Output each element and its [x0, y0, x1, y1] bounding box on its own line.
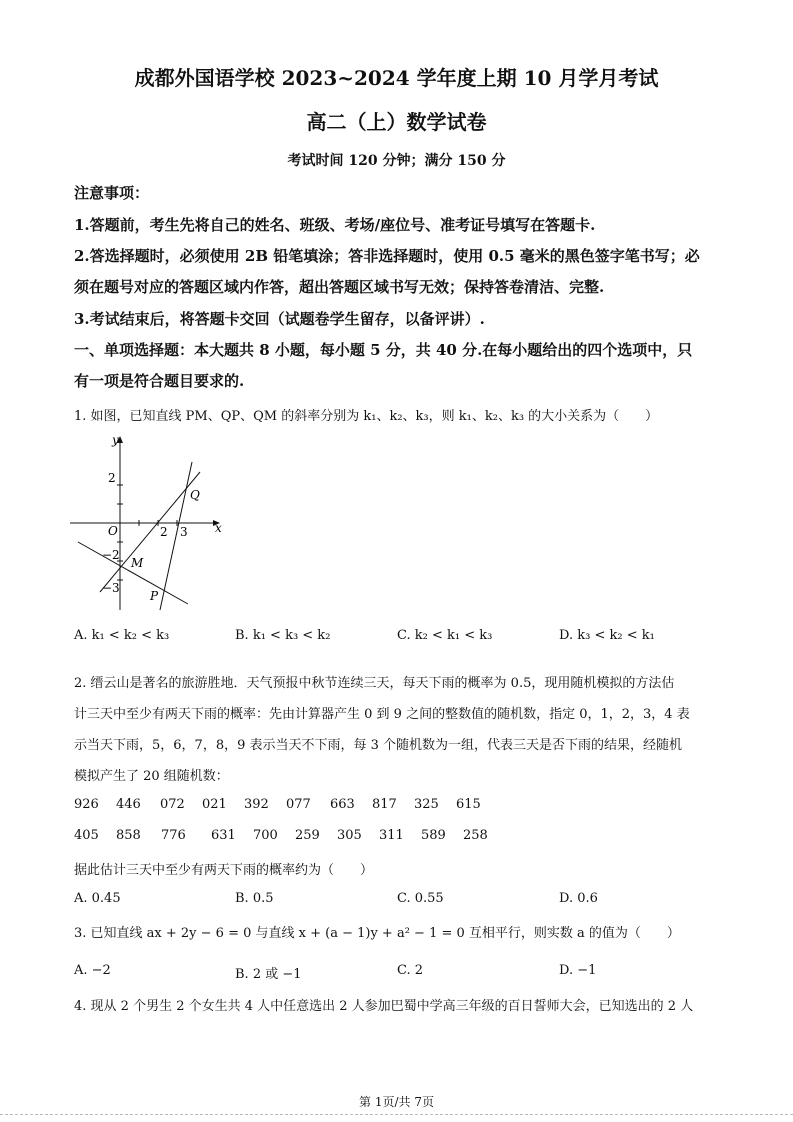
q2-option-c: C. 0.55	[397, 891, 444, 906]
q4-text: 4. 现从 2 个男生 2 个女生共 4 人中任意选出 2 人参加巴蜀中学高三年级的百日誓师大会，已知选出的 2 人	[74, 999, 694, 1014]
random-number: 077	[286, 797, 311, 812]
y-label: y	[112, 433, 119, 447]
q2-option-b: B. 0.5	[235, 891, 274, 906]
random-number: 926	[74, 797, 99, 812]
random-number: 258	[463, 828, 488, 843]
random-number: 259	[295, 828, 320, 843]
random-number: 615	[456, 797, 481, 812]
random-numbers-row-1	[74, 797, 498, 812]
random-number: 446	[116, 797, 141, 812]
exam-info: 考试时间 120 分钟；满分 150 分	[287, 153, 506, 169]
tick-label-y-m2: −2	[102, 548, 120, 562]
note-item-2b: 须在题号对应的答题区域内作答，超出答题区域书写无效；保持答卷清洁、完整.	[74, 278, 605, 296]
tick-label-y-2: 2	[108, 471, 116, 485]
random-number: 631	[211, 828, 236, 843]
tick-label-x-2: 2	[160, 525, 168, 539]
q2-line4: 模拟产生了 20 组随机数：	[74, 769, 229, 784]
q1-option-b: B. k₁ < k₃ < k₂	[235, 628, 331, 643]
note-item-1: 1.答题前，考生先将自己的姓名、班级、考场/座位号、准考证号填写在答题卡.	[74, 216, 596, 234]
random-number: 405	[74, 828, 99, 843]
q3-option-c: C. 2	[397, 963, 424, 978]
q1-option-a: A. k₁ < k₂ < k₃	[74, 628, 170, 643]
q2-option-a: A. 0.45	[74, 891, 121, 906]
footer-divider	[0, 1114, 793, 1115]
q1-figure	[70, 432, 230, 612]
tick-label-x-3: 3	[180, 525, 188, 539]
page-footer: 第 1页/共 7页	[359, 1095, 434, 1109]
q1-option-d: D. k₃ < k₂ < k₁	[559, 628, 655, 643]
random-number: 072	[160, 797, 185, 812]
q1-option-c: C. k₂ < k₁ < k₃	[397, 628, 493, 643]
random-number: 663	[330, 797, 355, 812]
random-number: 325	[414, 797, 439, 812]
q3-option-b: B. 2 或 −1	[235, 967, 302, 982]
note-item-3: 3.考试结束后，将答题卡交回（试题卷学生留存，以备评讲）.	[74, 310, 485, 328]
q1-text: 1. 如图，已知直线 PM、QP、QM 的斜率分别为 k₁、k₂、k₃，则 k₁、k₂、k₃ 的大小关系为（ ）	[74, 409, 659, 424]
random-number: 817	[372, 797, 397, 812]
q2-question: 据此估计三天中至少有两天下雨的概率约为（ ）	[74, 863, 374, 878]
q3-option-a: A. −2	[74, 963, 111, 978]
q3-option-d: D. −1	[559, 963, 597, 978]
point-Q-label: Q	[190, 488, 200, 502]
notes-heading: 注意事项：	[74, 184, 150, 202]
random-number: 305	[337, 828, 362, 843]
tick-label-y-m3: −3	[102, 581, 120, 595]
random-numbers-row-2	[74, 828, 505, 843]
exam-subtitle: 高二（上）数学试卷	[306, 110, 487, 134]
q2-option-d: D. 0.6	[559, 891, 598, 906]
section1-line2: 有一项是符合题目要求的.	[74, 372, 245, 390]
line-PM	[78, 542, 188, 604]
exam-title: 成都外国语学校 2023~2024 学年度上期 10 月学月考试	[134, 66, 659, 90]
random-number: 021	[202, 797, 227, 812]
random-number: 392	[244, 797, 269, 812]
q3-text: 3. 已知直线 ax + 2y − 6 = 0 与直线 x + (a − 1)y + a² − 1 = 0 互相平行，则实数 a 的值为（ ）	[74, 926, 680, 941]
section1-line1: 一、单项选择题：本大题共 8 小题，每小题 5 分，共 40 分.在每小题给出的四个选项中，只	[74, 341, 693, 359]
random-number: 311	[379, 828, 404, 843]
point-M-label: M	[131, 556, 144, 570]
point-P-label: P	[150, 589, 159, 603]
q2-line2: 计三天中至少有两天下雨的概率：先由计算器产生 0 到 9 之间的整数值的随机数，指定 0，1，2，3，4 表	[74, 707, 690, 722]
random-number: 858	[116, 828, 141, 843]
origin-label: O	[108, 524, 118, 538]
x-label: x	[215, 521, 222, 535]
note-item-2a: 2.答选择题时，必须使用 2B 铅笔填涂；答非选择题时，使用 0.5 毫米的黑色签字笔书写；必	[74, 247, 700, 265]
q2-line1: 2. 缙云山是著名的旅游胜地．天气预报中秋节连续三天，每天下雨的概率为 0.5，现用随机模拟的方法估	[74, 676, 675, 691]
random-number: 589	[421, 828, 446, 843]
random-number: 776	[161, 828, 186, 843]
q2-line3: 示当天下雨，5，6，7，8，9 表示当天不下雨，每 3 个随机数为一组，代表三天是否下雨的结果，经随机	[74, 738, 683, 753]
random-number: 700	[253, 828, 278, 843]
